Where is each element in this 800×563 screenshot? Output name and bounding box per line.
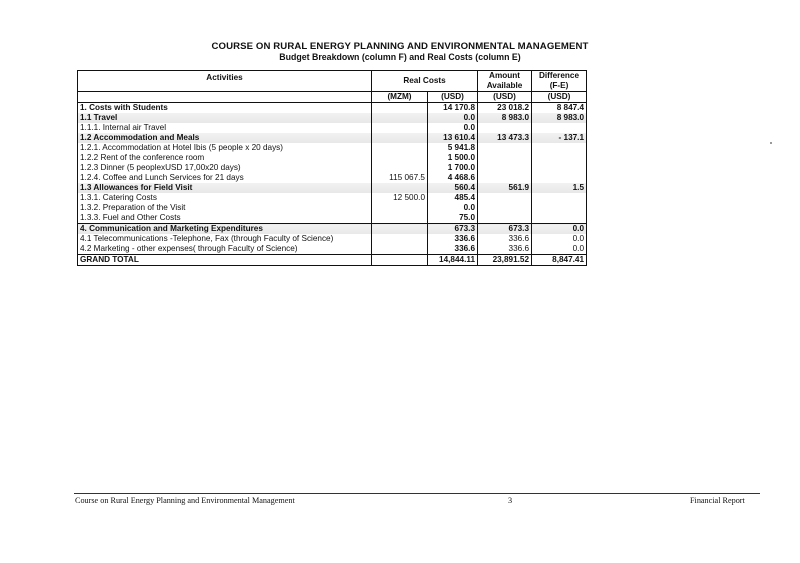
mzm-cell [372,203,428,213]
grand-total-available: 23,891.52 [478,255,532,266]
mzm-cell [372,113,428,123]
table-row [78,203,587,213]
difference-cell: 0.0 [532,234,587,244]
available-cell [478,153,532,163]
available-cell: 336.6 [478,234,532,244]
activity-cell: 1.1.1. Internal air Travel [78,123,372,133]
available-cell [478,123,532,133]
table-row [78,153,587,163]
difference-cell: 8 983.0 [532,113,587,123]
available-cell: 561.9 [478,183,532,193]
table-row [78,244,587,255]
activity-cell: 1.3.2. Preparation of the Visit [78,203,372,213]
usd-cell: 485.4 [428,193,478,203]
available-cell [478,193,532,203]
usd-cell: 14 170.8 [428,103,478,114]
header-usd-available: (USD) [478,92,532,103]
usd-cell: 336.6 [428,234,478,244]
available-cell: 8 983.0 [478,113,532,123]
table-row [78,213,587,224]
available-cell [478,203,532,213]
usd-cell: 5 941.8 [428,143,478,153]
usd-cell: 1 500.0 [428,153,478,163]
mzm-cell [372,244,428,255]
difference-cell: - 137.1 [532,133,587,143]
document-subtitle: Budget Breakdown (column F) and Real Costs (column E) [279,52,521,62]
available-cell: 13 473.3 [478,133,532,143]
table-row [78,163,587,173]
available-cell [478,163,532,173]
mzm-cell [372,143,428,153]
difference-cell [532,193,587,203]
table-row [78,143,587,153]
mzm-cell [372,153,428,163]
difference-cell [532,123,587,133]
table-header-row [78,71,587,92]
table-row [78,234,587,244]
footer-page-number: 3 [508,496,513,505]
activity-cell: 1.2.1. Accommodation at Hotel Ibis (5 people x 20 days) [78,143,372,153]
mzm-cell [372,213,428,224]
mzm-cell [372,163,428,173]
usd-cell: 75.0 [428,213,478,224]
difference-cell: 0.0 [532,244,587,255]
table-subheader-row [78,92,587,103]
grand-total-row [78,255,587,266]
difference-cell [532,163,587,173]
difference-cell [532,173,587,183]
usd-cell: 560.4 [428,183,478,193]
header-usd: (USD) [428,92,478,103]
header-mzm: (MZM) [372,92,428,103]
table-row [78,193,587,203]
header-amount-available: Amount Available [478,71,532,92]
table-row [78,224,587,235]
activity-cell: 4.2 Marketing - other expenses( through Faculty of Science) [78,244,372,255]
available-cell: 23 018.2 [478,103,532,114]
usd-cell: 4 468.6 [428,173,478,183]
scan-mark [770,142,772,144]
activity-cell: 4. Communication and Marketing Expenditures [78,224,372,235]
difference-cell: 0.0 [532,224,587,235]
table-row [78,103,587,114]
usd-cell: 0.0 [428,113,478,123]
header-blank [78,92,372,103]
activity-cell: 1.2 Accommodation and Meals [78,133,372,143]
budget-table [77,70,587,266]
grand-total-label: GRAND TOTAL [78,255,372,266]
mzm-cell [372,103,428,114]
footer-rule [74,493,760,494]
grand-total-mzm [372,255,428,266]
table-row [78,123,587,133]
difference-cell: 8 847.4 [532,103,587,114]
available-cell: 673.3 [478,224,532,235]
table-row [78,113,587,123]
header-real-costs: Real Costs [372,71,478,92]
activity-cell: 1.3.3. Fuel and Other Costs [78,213,372,224]
difference-cell: 1.5 [532,183,587,193]
available-cell [478,143,532,153]
mzm-cell [372,183,428,193]
header-activities: Activities [78,71,372,92]
header-usd-difference: (USD) [532,92,587,103]
activity-cell: 1.2.3 Dinner (5 peoplexUSD 17,00x20 days) [78,163,372,173]
difference-cell [532,143,587,153]
activity-cell: 1. Costs with Students [78,103,372,114]
activity-cell: 4.1 Telecommunications -Telephone, Fax (through Faculty of Science) [78,234,372,244]
usd-cell: 1 700.0 [428,163,478,173]
mzm-cell [372,234,428,244]
footer-report-name: Financial Report [690,496,745,505]
footer-course-name: Course on Rural Energy Planning and Environmental Management [75,496,295,505]
mzm-cell [372,133,428,143]
mzm-cell [372,123,428,133]
activity-cell: 1.2.4. Coffee and Lunch Services for 21 days [78,173,372,183]
table-body [78,103,587,255]
activity-cell: 1.1 Travel [78,113,372,123]
usd-cell: 13 610.4 [428,133,478,143]
grand-total-usd: 14,844.11 [428,255,478,266]
header-difference: Difference (F-E) [532,71,587,92]
available-cell [478,173,532,183]
available-cell [478,213,532,224]
activity-cell: 1.2.2 Rent of the conference room [78,153,372,163]
difference-cell [532,203,587,213]
table-row [78,173,587,183]
activity-cell: 1.3 Allowances for Field Visit [78,183,372,193]
mzm-cell: 12 500.0 [372,193,428,203]
difference-cell [532,153,587,163]
activity-cell: 1.3.1. Catering Costs [78,193,372,203]
table-row [78,133,587,143]
grand-total-difference: 8,847.41 [532,255,587,266]
mzm-cell: 115 067.5 [372,173,428,183]
available-cell: 336.6 [478,244,532,255]
usd-cell: 0.0 [428,203,478,213]
usd-cell: 0.0 [428,123,478,133]
table-row [78,183,587,193]
mzm-cell [372,224,428,235]
usd-cell: 673.3 [428,224,478,235]
document-title: COURSE ON RURAL ENERGY PLANNING AND ENVIRONMENTAL MANAGEMENT [211,41,589,52]
usd-cell: 336.6 [428,244,478,255]
difference-cell [532,213,587,224]
